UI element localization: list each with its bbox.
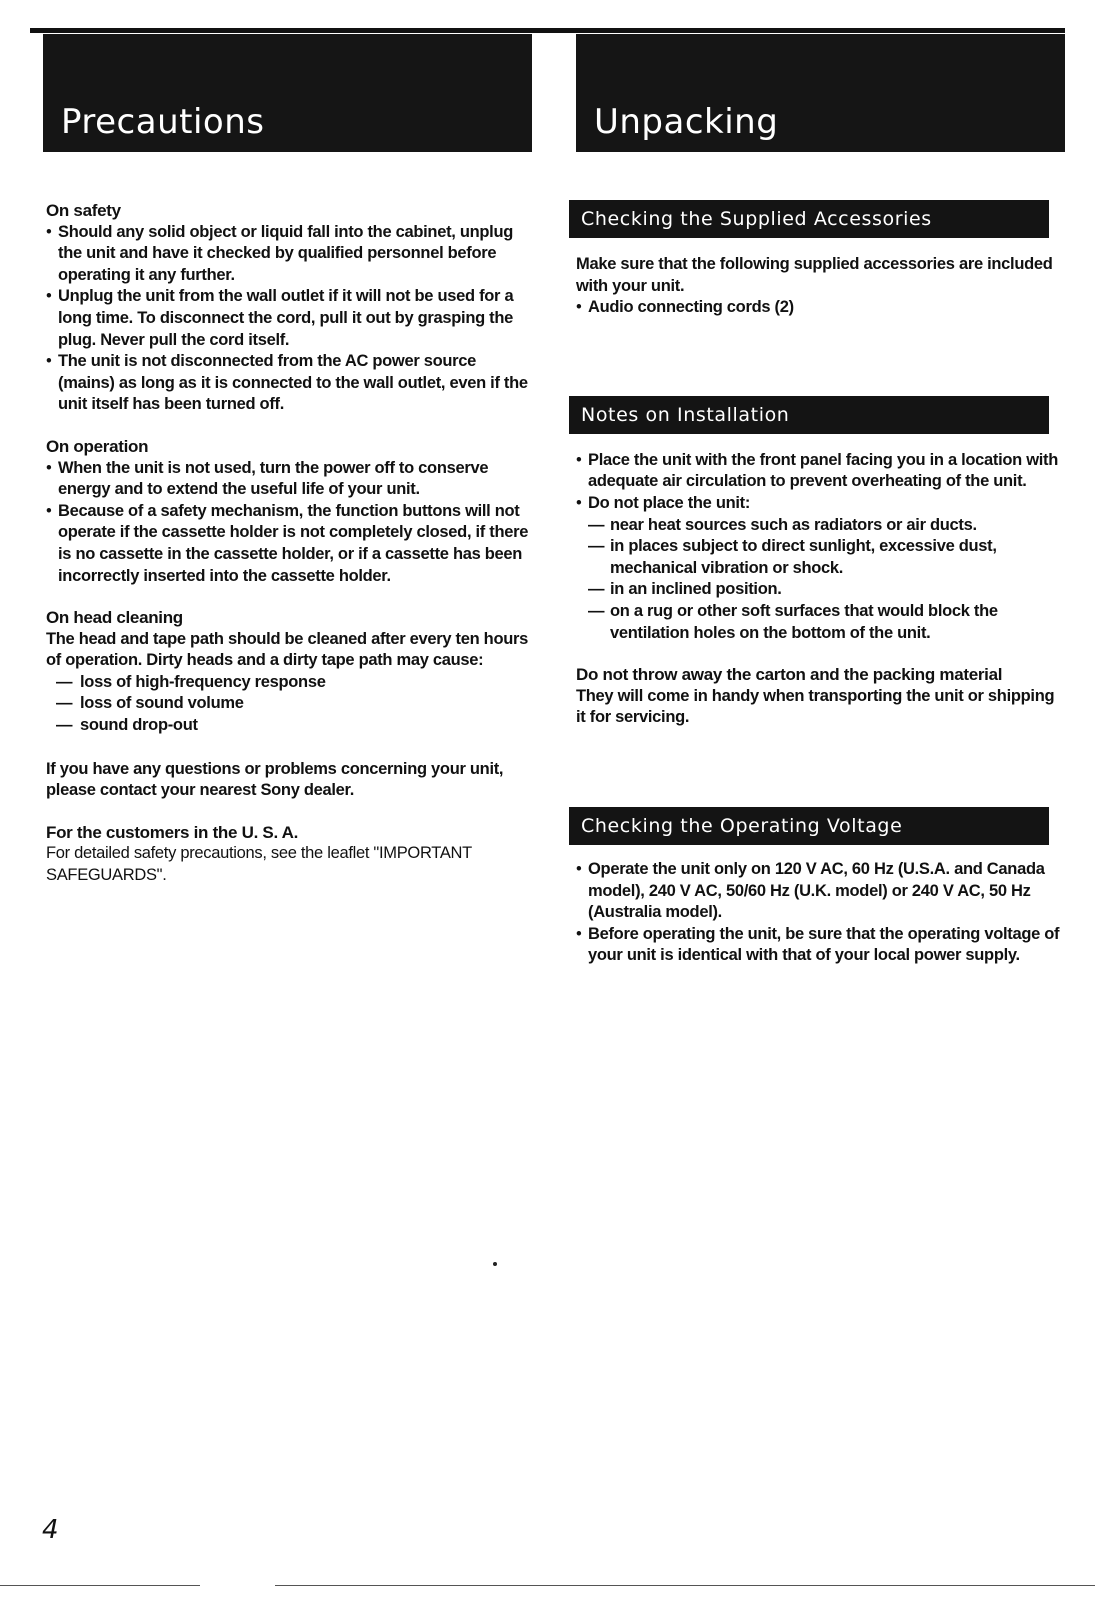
head-cleaning-heading: On head cleaning [46,608,183,628]
installation-bar: Notes on Installation [569,396,1049,434]
accessories-list [576,297,1068,319]
carton-text: They will come in handy when transporting the unit or shipping it for servicing. [576,686,1055,727]
accessories-bar: Checking the Supplied Accessories [569,200,1049,238]
precautions-title: Precautions [61,102,265,142]
list-item: • Because of a safety mechanism, the function buttons will not operate if the cassette holder is not completely closed, if there is no cassette in the cassette holder, or if a cassette has been incorrectly inserted into the cassette holder. [46,501,536,587]
list-item: • Unplug the unit from the wall outlet if it will not be used for a long time. To disconnect the cord, pull it out by grasping the plug. Never pull the cord itself. [46,286,536,351]
list-item: • Before operating the unit, be sure that the operating voltage of your unit is identical with that of your local power supply. [576,924,1068,967]
operation-list [46,458,536,588]
list-item: • The unit is not disconnected from the AC power source (mains) as long as it is connected to the wall outlet, even if the unit itself has been turned off. [46,351,536,416]
list-item: — in an inclined position. [576,579,1068,601]
safety-heading: On safety [46,201,121,220]
installation-sublist [576,515,1068,645]
list-item: • Operate the unit only on 120 V AC, 60 Hz (U.S.A. and Canada model), 240 V AC, 50/60 Hz (U.K. model) or 240 V AC, 50 Hz (Australia model). [576,859,1068,924]
bottom-line [275,1585,1095,1586]
unpacking-column [576,200,1068,967]
precautions-banner [43,34,532,152]
head-cleaning-list [46,672,536,737]
stray-dot [493,1262,497,1266]
list-item: — loss of sound volume [46,693,536,715]
usa-text: For detailed safety precautions, see the leaflet "IMPORTANT SAFEGUARDS". [46,844,472,885]
usa-heading: For the customers in the U. S. A. [46,822,299,842]
list-item: — sound drop-out [46,715,536,737]
operation-heading: On operation [46,436,149,456]
list-item: — on a rug or other soft surfaces that would block the ventilation holes on the bottom of the unit. [576,601,1068,644]
contact-text: If you have any questions or problems concerning your unit, please contact your nearest Sony dealer. [46,759,504,800]
unpacking-banner [576,34,1065,152]
installation-list [576,450,1068,644]
accessories-intro: Make sure that the following supplied accessories are included with your unit. [576,255,1053,295]
list-item: • Place the unit with the front panel facing you in a location with adequate air circulation to prevent overheating of the unit. [576,450,1068,493]
voltage-bar: Checking the Operating Voltage [569,807,1049,845]
installation-item-2: Do not place the unit: [588,493,751,512]
bottom-line [0,1585,200,1586]
head-cleaning-intro: The head and tape path should be cleaned after every ten hours of operation. Dirty heads and a dirty tape path may cause: [46,629,529,670]
list-item [576,493,1068,644]
page-number: 4 [42,1515,59,1545]
list-item: — near heat sources such as radiators or air ducts. [576,515,1068,537]
list-item: — in places subject to direct sunlight, excessive dust, mechanical vibration or shock. [576,536,1068,579]
list-item: • Audio connecting cords (2) [576,297,1068,319]
list-item: — loss of high-frequency response [46,672,536,694]
carton-heading: Do not throw away the carton and the packing material [576,665,1003,685]
top-rule [30,28,1065,33]
list-item: • Should any solid object or liquid fall into the cabinet, unplug the unit and have it checked by qualified personnel before operating it any further. [46,222,536,287]
voltage-list [576,859,1068,967]
precautions-column [46,200,536,887]
safety-list [46,222,536,416]
unpacking-title: Unpacking [594,102,779,142]
list-item: • When the unit is not used, turn the power off to conserve energy and to extend the useful life of your unit. [46,458,536,501]
